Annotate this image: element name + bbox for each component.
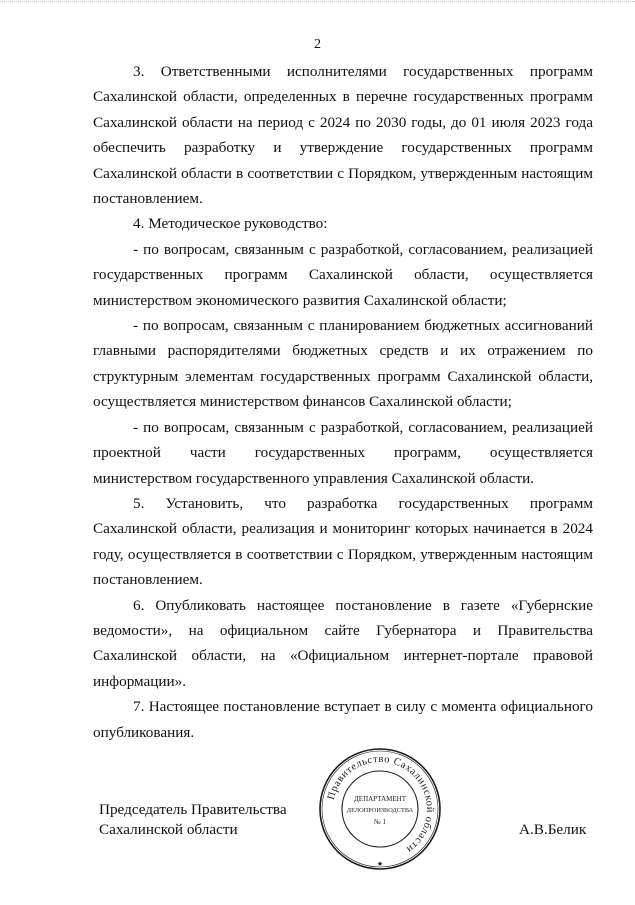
paragraph-4-item-economy: - по вопросам, связанным с разработкой, согласованием, реализацией государственных программ Сахалинской области, осуществляется министерством экономического развития Сахалинской области; bbox=[93, 240, 593, 309]
paragraph-5: 5. Установить, что разработка государственных программ Сахалинской области, реализация и мониторинг которых начинается в 2024 году, осуществляется в соответствии с Порядком, утвержденным настоящим постановлением. bbox=[93, 494, 593, 589]
stamp-star-icon: ★ bbox=[376, 860, 384, 868]
signatory-position bbox=[99, 800, 287, 840]
signatory-position-line1: Председатель Правительства bbox=[99, 801, 287, 818]
signatory-position-line2: Сахалинской области bbox=[99, 821, 238, 838]
paragraph-4: 4. Методическое руководство: bbox=[133, 215, 328, 233]
stamp-line-3: № 1 bbox=[374, 818, 386, 826]
paragraph-6: 6. Опубликовать настоящее постановление в газете «Губернские ведомости», на официальном сайте Губернатора и Правительства Сахалинской области, на «Официальном интернет-портале правовой информации». bbox=[93, 596, 593, 690]
paragraph-4-item-governance: - по вопросам, связанным с разработкой, согласованием, реализацией проектной части государственных программ, осуществляется министерством государственного управления Сахалинской области. bbox=[93, 418, 593, 487]
stamp-line-1: ДЕПАРТАМЕНТ bbox=[354, 795, 406, 803]
signatory-name: А.В.Белик bbox=[519, 821, 587, 838]
page-top-edge bbox=[0, 1, 635, 2]
page-number: 2 bbox=[314, 37, 321, 52]
official-stamp bbox=[318, 747, 442, 871]
document-body bbox=[93, 59, 593, 745]
paragraph-3: 3. Ответственными исполнителями государственных программ Сахалинской области, определенных в перечне государственных программ Сахалинской области на период с 2024 по 2030 годы, до 01 июля 2023 года обеспечить разработку и утверждение государственных программ Сахалинской области в соответствии с Порядком, утвержденным настоящим постановлением. bbox=[93, 63, 593, 208]
stamp-line-2: ДЕЛОПРОИЗВОДСТВА bbox=[346, 807, 414, 814]
stamp-ring-text: Правительство Сахалинской области bbox=[325, 753, 436, 855]
paragraph-4-item-finance: - по вопросам, связанным с планированием бюджетных ассигнований главными распорядителями бюджетных средств и их отражением по структурным элементам государственных программ Сахалинской области, осуществляется министерством финансов Сахалинской области; bbox=[93, 317, 593, 411]
paragraph-7: 7. Настоящее постановление вступает в силу с момента официального опубликования. bbox=[93, 698, 593, 741]
